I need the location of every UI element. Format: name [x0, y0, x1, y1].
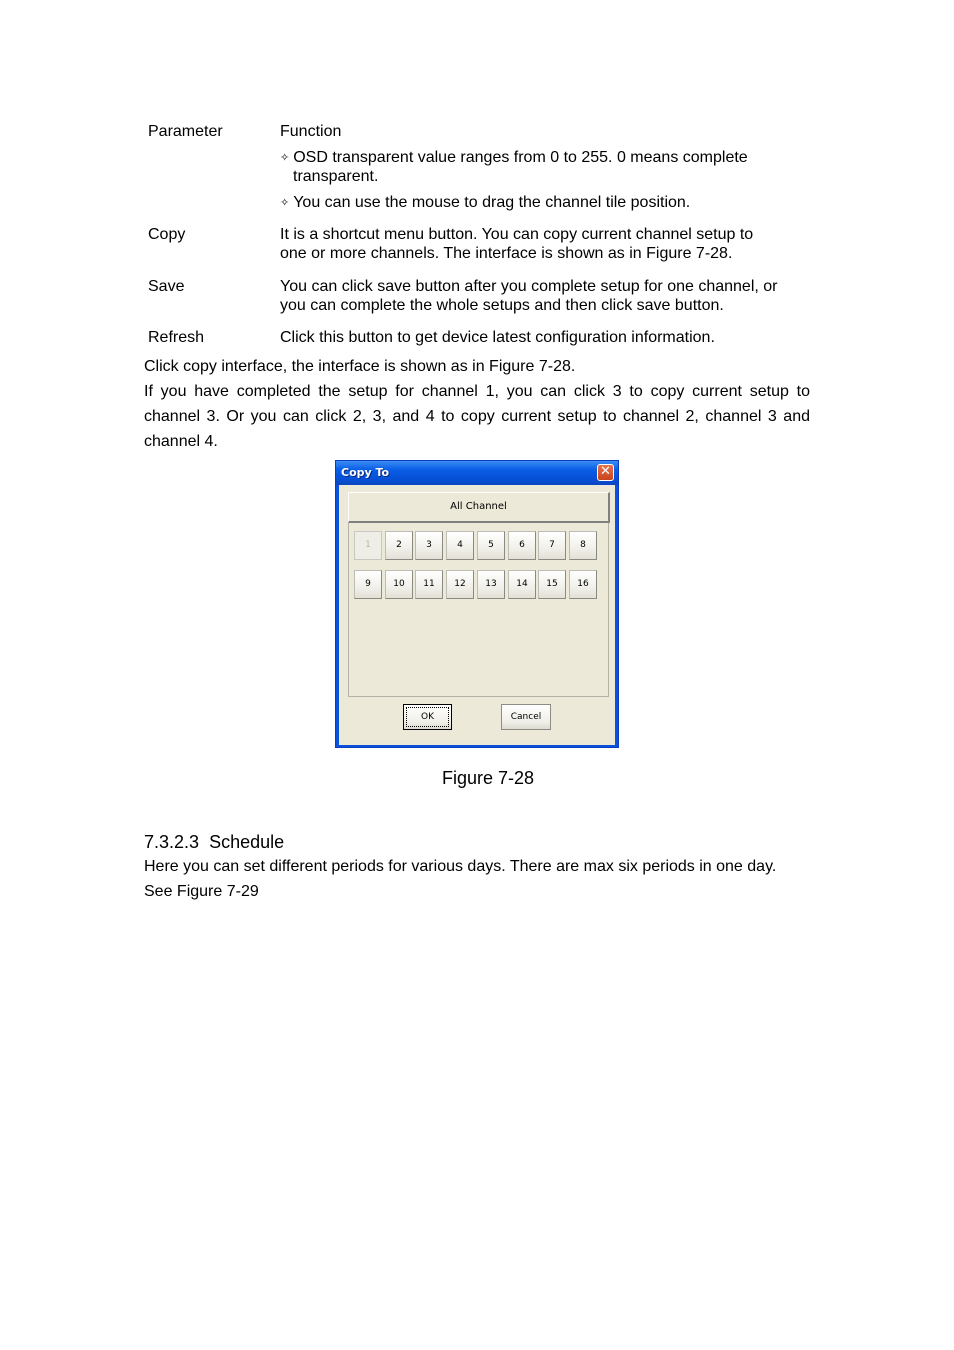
- row-copy-function-line1: It is a shortcut menu button. You can copy current channel setup to: [280, 226, 754, 243]
- dialog-client-area: [339, 485, 615, 745]
- cancel-button[interactable]: Cancel: [501, 704, 551, 730]
- row-save-function-line1: You can click save button after you complete setup for one channel, or: [280, 278, 778, 295]
- bullet-osd: ✧ OSD transparent value ranges from 0 to 255. 0 means complete: [280, 149, 748, 166]
- section-number: 7.3.2.3: [144, 832, 200, 852]
- channel-button-5[interactable]: 5: [477, 531, 505, 560]
- channel-button-7[interactable]: 7: [538, 531, 566, 560]
- table-header-parameter: Parameter: [148, 123, 223, 140]
- diamond-bullet-icon: ✧: [280, 152, 290, 164]
- channel-button-2[interactable]: 2: [385, 531, 413, 560]
- section-title: Schedule: [209, 832, 285, 852]
- section-text-line2: See Figure 7-29: [144, 883, 259, 900]
- focus-rect: [406, 707, 449, 727]
- channel-button-8[interactable]: 8: [569, 531, 597, 560]
- ok-button[interactable]: [403, 704, 452, 730]
- section-text-line1: Here you can set different periods for various days. There are max six periods in one day.: [144, 858, 777, 875]
- row-copy-param: Copy: [148, 226, 186, 243]
- channel-button-3[interactable]: 3: [415, 531, 443, 560]
- row-refresh-param: Refresh: [148, 329, 205, 346]
- bullet-osd-continued: transparent.: [293, 168, 379, 185]
- channel-button-1: 1: [354, 531, 382, 560]
- dialog-titlebar[interactable]: [336, 461, 618, 485]
- bullet-drag: ✧ You can use the mouse to drag the channel tile position.: [280, 194, 691, 211]
- ok-label: OK: [421, 712, 434, 722]
- row-save-param: Save: [148, 278, 185, 295]
- dialog-title: Copy To: [341, 466, 390, 479]
- copy-to-dialog: [335, 460, 619, 748]
- channel-button-6[interactable]: 6: [508, 531, 536, 560]
- all-channel-button[interactable]: All Channel: [348, 492, 610, 523]
- channel-button-11[interactable]: 11: [415, 570, 443, 599]
- figure-caption: Figure 7-28: [442, 768, 535, 788]
- close-icon[interactable]: ✕: [597, 464, 614, 481]
- channel-button-14[interactable]: 14: [508, 570, 536, 599]
- channel-button-9[interactable]: 9: [354, 570, 382, 599]
- channel-button-4[interactable]: 4: [446, 531, 474, 560]
- row-refresh-function: Click this button to get device latest configuration information.: [280, 329, 715, 346]
- diamond-bullet-icon: ✧: [280, 197, 290, 209]
- row-copy-function-line2: one or more channels. The interface is shown as in Figure 7-28.: [280, 245, 733, 262]
- channel-button-10[interactable]: 10: [385, 570, 413, 599]
- channel-button-13[interactable]: 13: [477, 570, 505, 599]
- body-paragraph: If you have completed the setup for channel 1, you can click 3 to copy current setup to channel 3. Or you can click 2, 3, and 4 to copy current setup to channel 2, channel 3 and channel 4.: [144, 383, 810, 450]
- row-save-function-line2: you can complete the whole setups and then click save button.: [280, 297, 724, 314]
- table-header-function: Function: [280, 123, 342, 140]
- channel-button-12[interactable]: 12: [446, 570, 474, 599]
- section-heading: [144, 832, 284, 852]
- intro-text: Click copy interface, the interface is shown as in Figure 7-28.: [144, 358, 576, 375]
- channel-button-16[interactable]: 16: [569, 570, 597, 599]
- channel-button-15[interactable]: 15: [538, 570, 566, 599]
